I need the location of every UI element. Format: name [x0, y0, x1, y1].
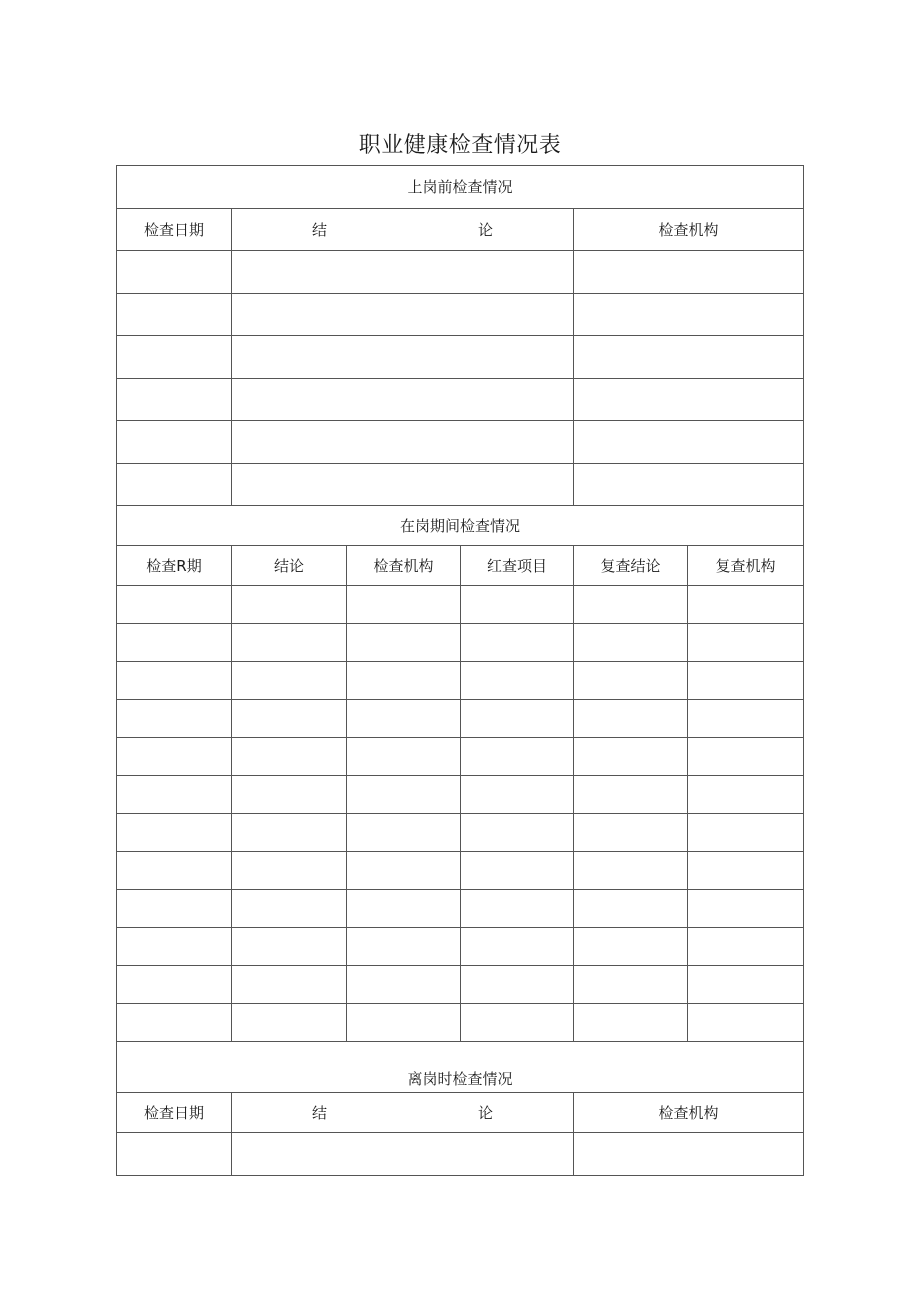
cell[interactable]	[461, 662, 574, 700]
cell[interactable]	[117, 928, 232, 966]
cell[interactable]	[574, 586, 688, 624]
table-row	[117, 336, 804, 379]
table-row	[117, 852, 804, 890]
cell[interactable]	[574, 738, 688, 776]
cell[interactable]	[574, 776, 688, 814]
cell[interactable]	[347, 928, 461, 966]
table-row	[117, 251, 804, 294]
cell[interactable]	[461, 928, 574, 966]
header-agency: 检查机构	[574, 208, 804, 251]
cell[interactable]	[117, 421, 232, 464]
cell[interactable]	[347, 700, 461, 738]
table-row	[117, 700, 804, 738]
cell[interactable]	[574, 378, 804, 421]
header-recheck-agency: 复查机构	[688, 546, 804, 586]
cell[interactable]	[347, 776, 461, 814]
cell[interactable]	[117, 738, 232, 776]
cell[interactable]	[232, 852, 347, 890]
cell[interactable]	[574, 463, 804, 506]
cell[interactable]	[574, 966, 688, 1004]
cell[interactable]	[232, 662, 347, 700]
header-date: 检查R期	[117, 546, 232, 586]
cell[interactable]	[232, 293, 574, 336]
cell[interactable]	[117, 700, 232, 738]
cell[interactable]	[117, 378, 232, 421]
cell[interactable]	[232, 700, 347, 738]
cell[interactable]	[688, 700, 804, 738]
cell[interactable]	[117, 776, 232, 814]
on-job-section-title: 在岗期间检查情况	[117, 506, 804, 546]
cell[interactable]	[461, 738, 574, 776]
cell[interactable]	[232, 421, 574, 464]
cell[interactable]	[232, 776, 347, 814]
cell[interactable]	[574, 421, 804, 464]
header-row	[117, 208, 804, 251]
table-row	[117, 463, 804, 506]
cell[interactable]	[232, 928, 347, 966]
cell[interactable]	[461, 586, 574, 624]
cell[interactable]	[461, 1004, 574, 1042]
cell[interactable]	[232, 966, 347, 1004]
table-row	[117, 890, 804, 928]
cell[interactable]	[232, 336, 574, 379]
cell[interactable]	[688, 776, 804, 814]
cell[interactable]	[688, 1004, 804, 1042]
table-row	[117, 738, 804, 776]
table-row	[117, 814, 804, 852]
table-row	[117, 421, 804, 464]
cell[interactable]	[461, 776, 574, 814]
cell[interactable]	[347, 852, 461, 890]
cell[interactable]	[688, 814, 804, 852]
cell[interactable]	[347, 624, 461, 662]
header-recheck-conclusion: 复查结论	[574, 546, 688, 586]
header-row	[117, 1093, 804, 1133]
cell[interactable]	[688, 586, 804, 624]
cell[interactable]	[232, 624, 347, 662]
cell[interactable]	[117, 662, 232, 700]
header-date: 检查日期	[117, 208, 232, 251]
header-agency: 检查机构	[347, 546, 461, 586]
cell[interactable]	[117, 890, 232, 928]
table-row	[117, 586, 804, 624]
cell[interactable]	[688, 928, 804, 966]
header-conclusion: 结论	[232, 546, 347, 586]
header-date: 检查日期	[117, 1093, 232, 1133]
header-row	[117, 546, 804, 586]
cell[interactable]	[117, 293, 232, 336]
cell[interactable]	[347, 662, 461, 700]
cell[interactable]	[688, 738, 804, 776]
header-agency: 检查机构	[574, 1093, 804, 1133]
cell[interactable]	[347, 814, 461, 852]
cell[interactable]	[347, 1004, 461, 1042]
cell[interactable]	[461, 890, 574, 928]
cell[interactable]	[574, 336, 804, 379]
header-conclusion: 结 论	[232, 1093, 574, 1133]
cell[interactable]	[574, 1133, 804, 1176]
leave-job-section-title: 离岗时检查情况	[117, 1042, 804, 1093]
on-job-table	[116, 505, 804, 1042]
cell[interactable]	[574, 890, 688, 928]
cell[interactable]	[347, 966, 461, 1004]
table-row	[117, 966, 804, 1004]
cell[interactable]	[117, 336, 232, 379]
cell[interactable]	[117, 1133, 232, 1176]
cell[interactable]	[574, 852, 688, 890]
header-conclusion: 结 论	[232, 208, 574, 251]
cell[interactable]	[574, 1004, 688, 1042]
cell[interactable]	[232, 463, 574, 506]
cell[interactable]	[232, 378, 574, 421]
pre-job-table	[116, 165, 804, 506]
table-row	[117, 928, 804, 966]
section-row	[117, 166, 804, 209]
cell[interactable]	[117, 966, 232, 1004]
cell[interactable]	[232, 890, 347, 928]
page-title: 职业健康检查情况表	[358, 133, 562, 158]
cell[interactable]	[117, 463, 232, 506]
cell[interactable]	[347, 890, 461, 928]
cell[interactable]	[688, 890, 804, 928]
cell[interactable]	[232, 814, 347, 852]
cell[interactable]	[117, 1004, 232, 1042]
cell[interactable]	[347, 738, 461, 776]
table-row	[117, 1133, 804, 1176]
cell[interactable]	[574, 928, 688, 966]
cell[interactable]	[232, 738, 347, 776]
cell[interactable]	[574, 662, 688, 700]
cell[interactable]	[574, 700, 688, 738]
table-row	[117, 293, 804, 336]
cell[interactable]	[461, 624, 574, 662]
table-row	[117, 378, 804, 421]
cell[interactable]	[232, 586, 347, 624]
cell[interactable]	[574, 624, 688, 662]
pre-job-section-title: 上岗前检查情况	[117, 166, 804, 209]
section-row	[117, 506, 804, 546]
cell[interactable]	[461, 852, 574, 890]
cell[interactable]	[117, 852, 232, 890]
cell[interactable]	[688, 624, 804, 662]
cell[interactable]	[461, 966, 574, 1004]
cell[interactable]	[574, 293, 804, 336]
cell[interactable]	[574, 814, 688, 852]
section-row	[117, 1042, 804, 1093]
cell[interactable]	[117, 814, 232, 852]
cell[interactable]	[117, 624, 232, 662]
cell[interactable]	[117, 251, 232, 294]
cell[interactable]	[347, 586, 461, 624]
cell[interactable]	[688, 662, 804, 700]
table-row	[117, 624, 804, 662]
cell[interactable]	[232, 1004, 347, 1042]
leave-job-table	[116, 1041, 804, 1176]
cell[interactable]	[574, 251, 804, 294]
table-row	[117, 776, 804, 814]
cell[interactable]	[232, 251, 574, 294]
cell[interactable]	[461, 814, 574, 852]
cell[interactable]	[461, 700, 574, 738]
header-items: 红查项目	[461, 546, 574, 586]
cell[interactable]	[232, 1133, 574, 1176]
cell[interactable]	[688, 852, 804, 890]
cell[interactable]	[117, 586, 232, 624]
table-row	[117, 1004, 804, 1042]
cell[interactable]	[688, 966, 804, 1004]
table-row	[117, 662, 804, 700]
